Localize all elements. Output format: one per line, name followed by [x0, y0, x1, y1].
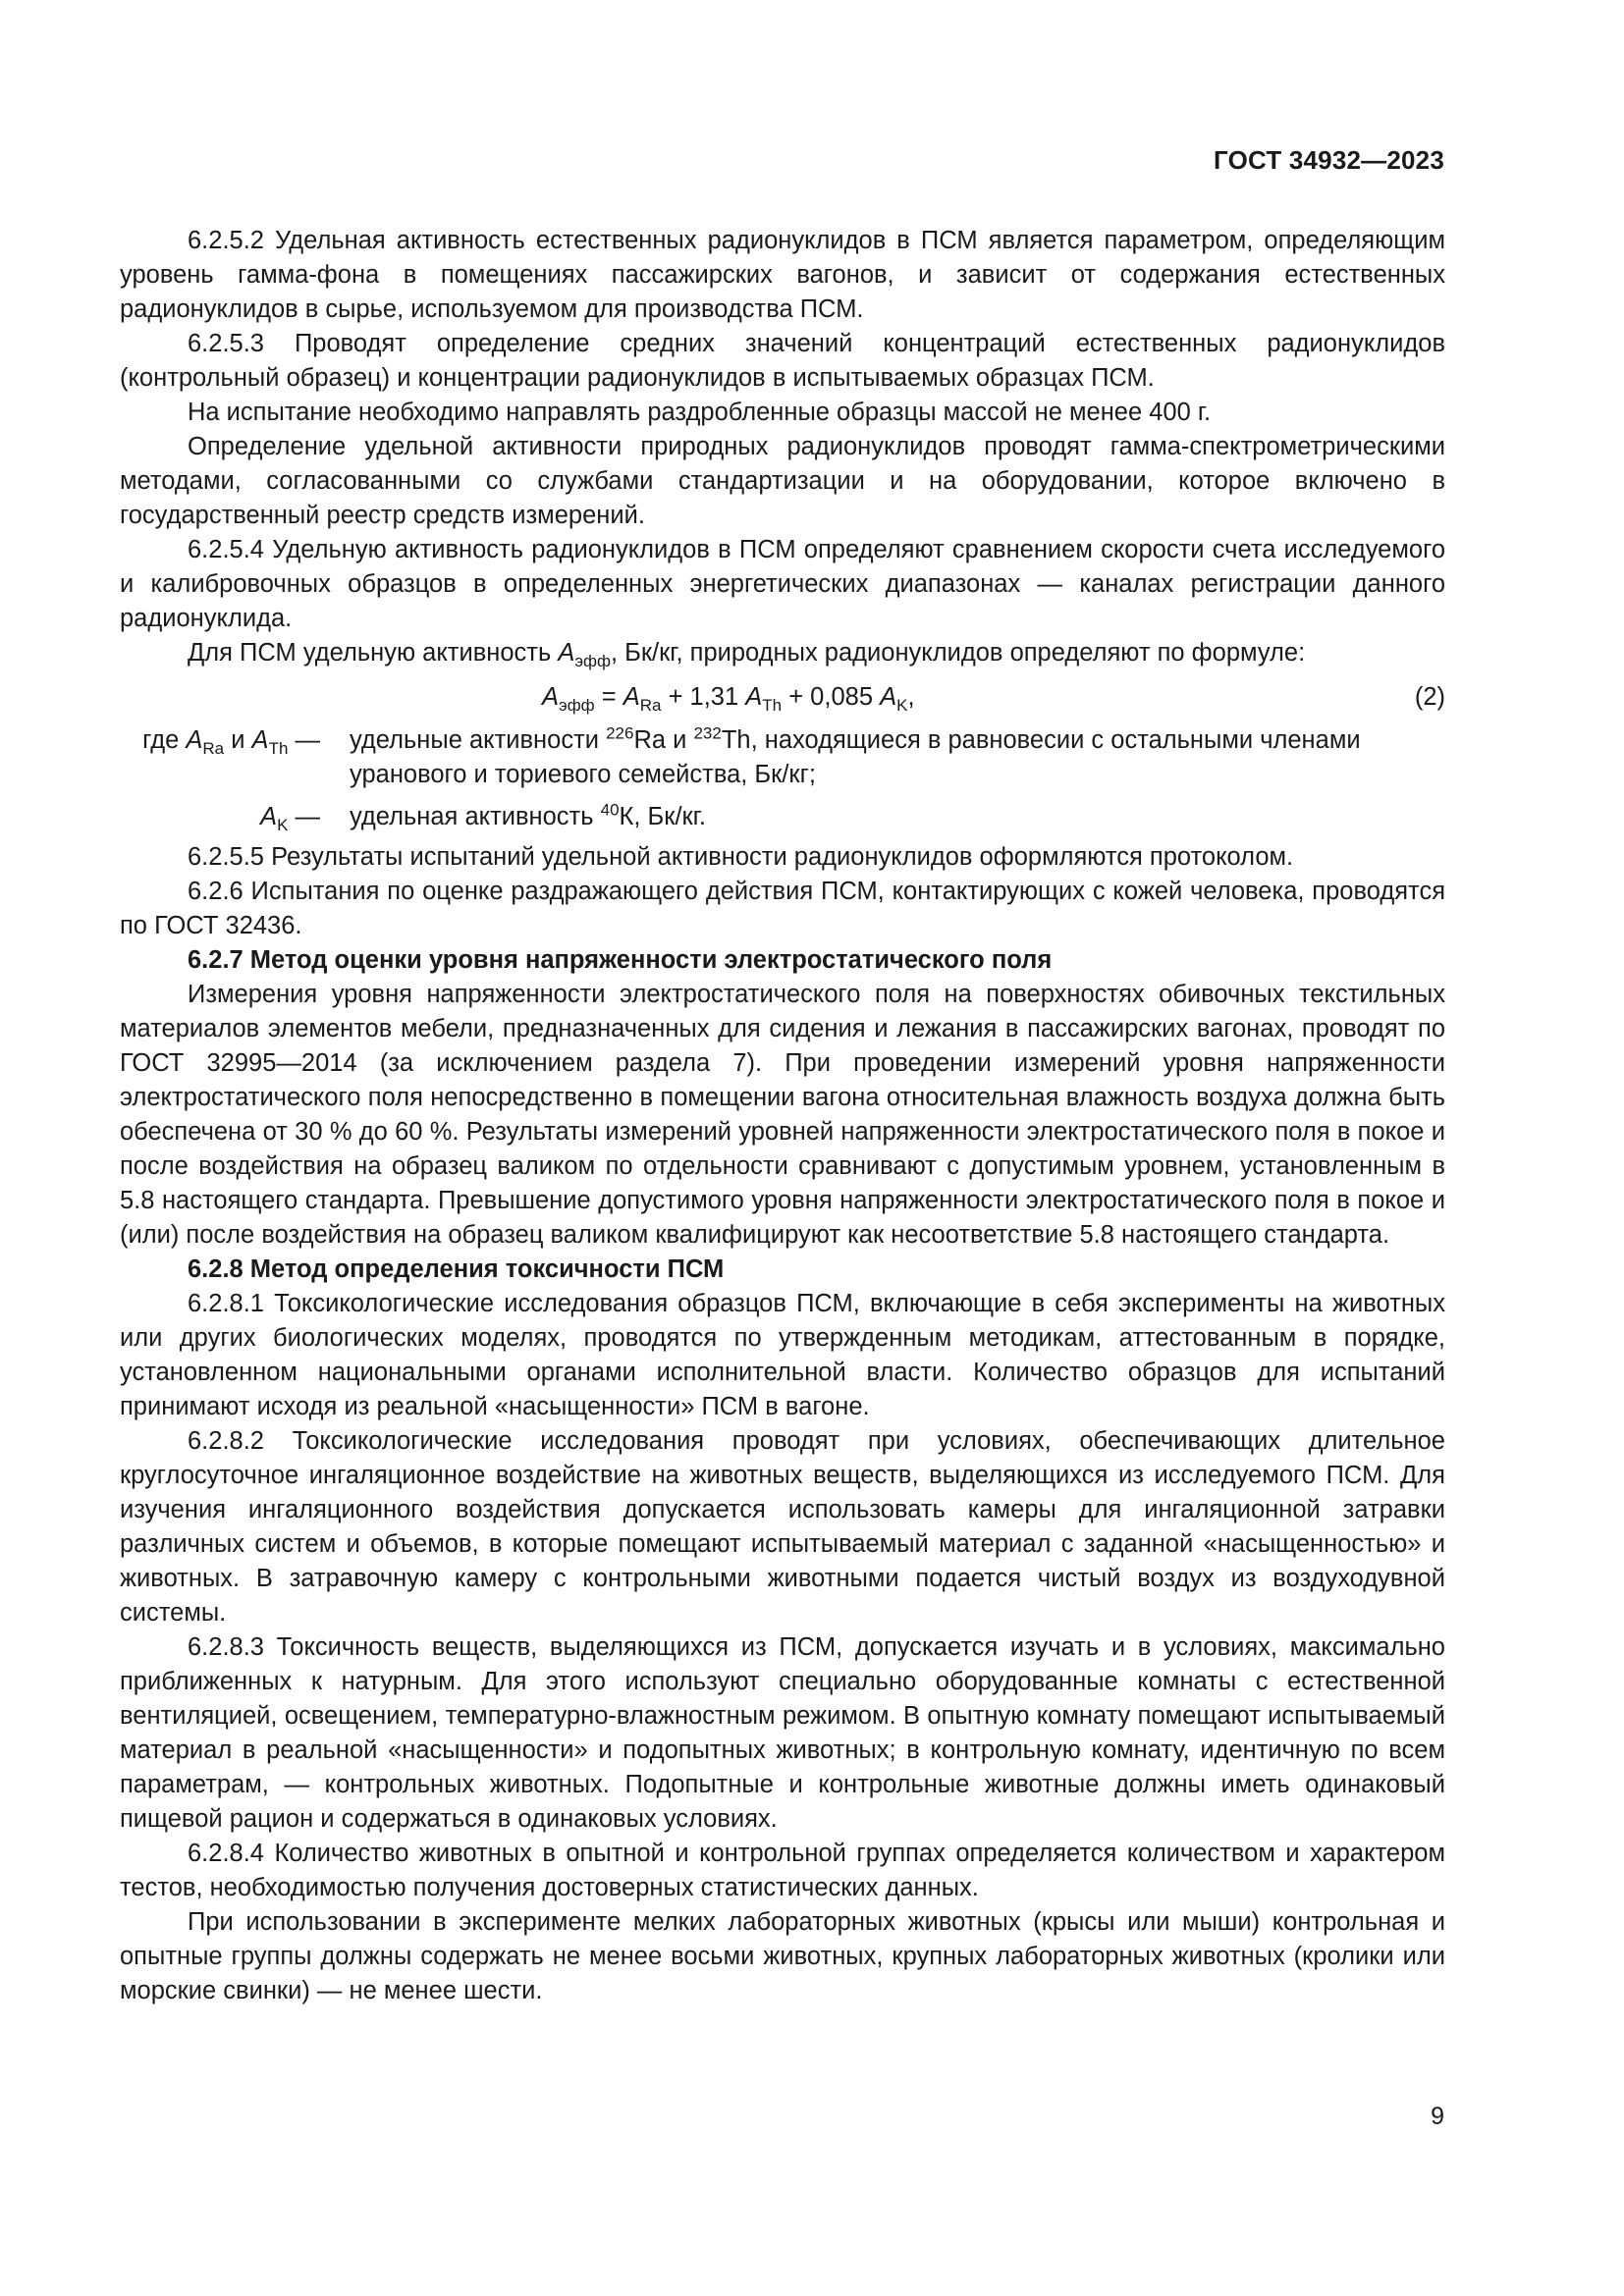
def1-text-c: Th, находящиеся в равновесии с остальными членами уранового и ториевого семейства, Бк/кг; — [350, 726, 1361, 788]
formula-symbol-a-k: A — [880, 683, 897, 711]
page-number: 9 — [1431, 2103, 1444, 2130]
formula-symbol-a-ra: A — [623, 683, 640, 711]
legend-symbol-k — [120, 792, 334, 834]
formula-sub-ra: Ra — [639, 696, 662, 716]
intro-text-before: Для ПСМ удельную активность — [188, 639, 559, 667]
formula-2 — [120, 672, 1445, 718]
formula-term-0-085: + 0,085 — [782, 683, 881, 711]
heading-6-2-7: 6.2.7 Метод оценки уровня напряженности электростатического поля — [188, 946, 1053, 974]
formula-symbol-a-eff: A — [542, 683, 560, 711]
paragraph-6-2-8-4: 6.2.8.4 Количество животных в опытной и контрольной группах определяется количеством и характером тестов, необходимостью получения достоверных статистических данных. — [120, 1840, 1445, 1901]
formula-comma: , — [907, 683, 915, 711]
def1-sup-232: 232 — [693, 723, 722, 743]
paragraph-sample-mass: На испытание необходимо направлять раздробленные образцы массой не менее 400 г. — [188, 399, 1212, 426]
legend-dash-2: — — [288, 803, 320, 830]
document-code-header: ГОСТ 34932—2023 — [1214, 145, 1444, 175]
legend-definition-k — [334, 792, 1445, 834]
formula-legend — [120, 723, 1445, 834]
paragraph-6-2-5-5: 6.2.5.5 Результаты испытаний удельной активности радионуклидов оформляются протоколом. — [188, 843, 1294, 871]
legend-sub-ra: Ra — [202, 739, 225, 759]
paragraph-6-2-8-2: 6.2.8.2 Токсикологические исследования проводят при условиях, обеспечивающих длительное круглосуточное ингаляционное воздействие на животных веществ, выделяющихся из исследуемого ПСМ. Для изучения ингаляционного воздействия допускается использовать камеры для ингаляционной затравки различных систем и объемов, в которые помещают испытываемый материал с заданной «насыщенностью» и животных. В затравочную камеру с контрольными животными подается чистый воздух из воздуходувной системы. — [120, 1427, 1445, 1627]
formula-sub-k: K — [896, 696, 908, 716]
def1-text-a: удельные активности — [350, 726, 607, 754]
def1-text-b: Ra и — [633, 726, 694, 754]
legend-definition-ra-th — [334, 723, 1445, 792]
paragraph-6-2-6: 6.2.6 Испытания по оценке раздражающего действия ПСМ, контактирующих с кожей человека, проводятся по ГОСТ 32436. — [120, 878, 1445, 939]
formula-sub-th: Th — [762, 696, 783, 716]
legend-symbols-ra-th — [120, 723, 334, 792]
paragraph-6-2-5-3: 6.2.5.3 Проводят определение средних значений концентраций естественных радионуклидов (контрольный образец) и концентрации радионуклидов в испытываемых образцах ПСМ. — [120, 330, 1445, 392]
def2-sup-40: 40 — [600, 800, 620, 820]
formula-equals: = — [594, 683, 623, 711]
legend-symbol-a-ra: A — [186, 726, 203, 754]
paragraph-6-2-8-1: 6.2.8.1 Токсикологические исследования образцов ПСМ, включающие в себя эксперименты на животных или других биологических моделях, проводятся по утвержденным методикам, аттестованным в порядке, установленном национальными органами исполнительной власти. Количество образцов для испытаний принимают исходя из реальной «насыщенности» ПСМ в вагоне. — [120, 1290, 1445, 1420]
legend-dash-1: — — [288, 726, 320, 754]
paragraph-animal-groups: При использовании в эксперименте мелких лабораторных животных (крысы или мыши) контрольная и опытные группы должны содержать не менее восьми животных, крупных лабораторных животных (кролики или морские свинки) — не менее шести. — [120, 1908, 1445, 2004]
formula-symbol-a-th: A — [745, 683, 763, 711]
def2-text-a: удельная активность — [350, 803, 601, 830]
legend-symbol-a-th: A — [251, 726, 269, 754]
legend-and: и — [224, 726, 252, 754]
activity-symbol: A — [558, 639, 575, 667]
paragraph-6-2-5-4: 6.2.5.4 Удельную активность радионуклидов в ПСМ определяют сравнением скорости счета исследуемого и калибровочных образцов в определенных энергетических диапазонах — каналах регистрации данного радионуклида. — [120, 536, 1445, 632]
def2-text-b: К, Бк/кг. — [619, 803, 706, 830]
paragraph-6-2-5-2: 6.2.5.2 Удельная активность естественных радионуклидов в ПСМ является параметром, определяющим уровень гамма-фона в помещениях пассажирских вагонов, и зависит от содержания естественных радионуклидов в сырье, используемом для производства ПСМ. — [120, 227, 1445, 323]
document-body — [120, 224, 1445, 2008]
legend-where: где — [142, 726, 187, 754]
paragraph-6-2-8-3: 6.2.8.3 Токсичность веществ, выделяющихся из ПСМ, допускается изучать и в условиях, максимально приближенных к натурным. Для этого используют специально оборудованные комнаты с естественной вентиляцией, освещением, температурно-влажностным режимом. В опытную комнату помещают испытываемый материал в реальной «насыщенности» и подопытных животных; в контрольную комнату, идентичную по всем параметрам, — контрольных животных. Подопытные и контрольные животные должны иметь одинаковый пищевой рацион и содержаться в одинаковых условиях. — [120, 1633, 1445, 1833]
legend-sub-k: K — [277, 816, 289, 835]
intro-text-after: , Бк/кг, природных радионуклидов определяют по формуле: — [610, 639, 1306, 667]
formula-number: (2) — [1414, 683, 1445, 711]
formula-sub-eff: эфф — [559, 696, 595, 716]
def1-sup-226: 226 — [606, 723, 634, 743]
formula-term-1-31: + 1,31 — [661, 683, 746, 711]
legend-sub-th: Th — [268, 739, 289, 759]
paragraph-formula-intro — [120, 636, 1445, 670]
activity-subscript: эфф — [574, 652, 611, 671]
paragraph-gamma-spectrometry: Определение удельной активности природных радионуклидов проводят гамма-спектрометрическими методами, согласованными со службами стандартизации и на оборудовании, которое включено в государственный реестр средств измерений. — [120, 433, 1445, 529]
legend-symbol-a-k: A — [260, 803, 278, 830]
paragraph-electrostatic-field: Измерения уровня напряженности электростатического поля на поверхностях обивочных текстильных материалов элементов мебели, предназначенных для сидения и лежания в пассажирских вагонах, проводят по ГОСТ 32995—2014 (за исключением раздела 7). При проведении измерений уровня напряженности электростатического поля непосредственно в помещении вагона относительная влажность воздуха должна быть обеспечена от 30 % до 60 %. Результаты измерений уровней напряженности электростатического поля в покое и после воздействия на образец валиком по отдельности сравнивают с допустимым уровнем, установленным в 5.8 настоящего стандарта. Превышение допустимого уровня напряженности электростатического поля в покое и (или) после воздействия на образец валиком квалифицируют как несоответствие 5.8 настоящего стандарта. — [120, 981, 1445, 1249]
formula-expression — [542, 680, 915, 715]
heading-6-2-8: 6.2.8 Метод определения токсичности ПСМ — [188, 1255, 725, 1283]
